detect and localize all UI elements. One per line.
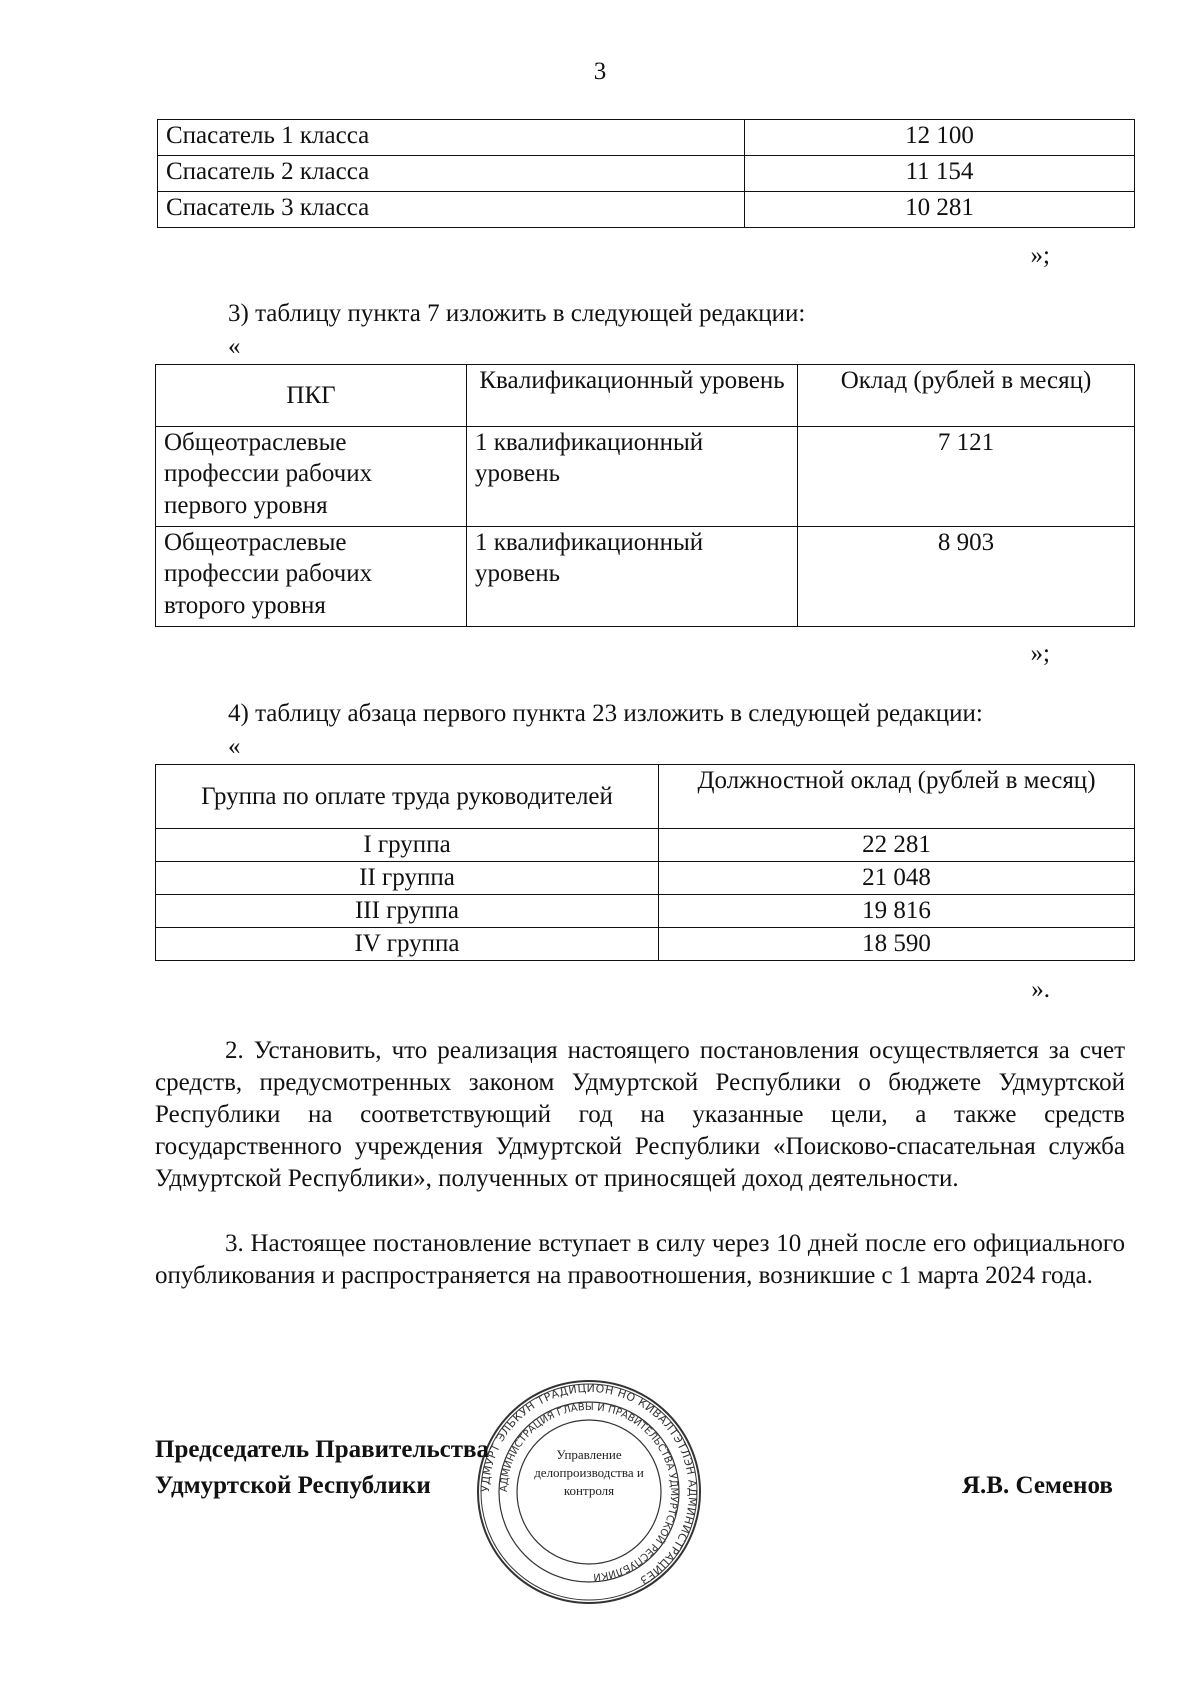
signatory-title-line-2: Удмуртской Республики	[155, 1472, 431, 1499]
header-pkg: ПКГ	[156, 365, 467, 427]
header-salary: Оклад (рублей в месяц)	[798, 365, 1135, 427]
group-name: I группа	[156, 829, 659, 862]
group-name: II группа	[156, 862, 659, 895]
table-row	[156, 895, 1135, 928]
paragraph-3: 3. Настоящее постановление вступает в силу через 10 дней после его официального опубликования и распространяется на правоотношения, возникшие с 1 марта 2024 года.	[155, 1230, 1125, 1289]
item3-intro: 3) таблицу пункта 7 изложить в следующей редакции:	[228, 300, 806, 327]
table-row	[158, 192, 1135, 228]
signatory-name: Я.В. Семенов	[962, 1472, 1113, 1499]
salary-value: 18 590	[659, 928, 1135, 961]
signatory-title	[155, 1432, 489, 1504]
pkg-name: Общеотраслевые профессии рабочих второго уровня	[156, 527, 467, 627]
seal-inner-text: АДМИНИСТРАЦИЯ ГЛАВЫ И ПРАВИТЕЛЬСТВА УДМУРТСКОЙ РЕСПУБЛИКИ	[498, 1401, 680, 1582]
salary-value: 19 816	[659, 895, 1135, 928]
pkg-name: Общеотраслевые профессии рабочих первого уровня	[156, 427, 467, 527]
salary-value: 7 121	[798, 427, 1135, 527]
paragraph-2: 2. Установить, что реализация настоящего постановления осуществляется за счет средств, предусмотренных законом Удмуртской Республики о бюджете Удмуртской Республики на соответствующий год на указанные цели, а также средств государственного учреждения Удмуртской Республики «Поисково-спасательная служба Удмуртской Республики», полученных от приносящей доход деятельности.	[155, 1037, 1125, 1192]
closing-quote: »;	[1030, 242, 1050, 269]
table-row	[158, 120, 1135, 156]
closing-quote: »;	[1030, 640, 1050, 667]
qualification-level: 1 квалификационный уровень	[467, 527, 798, 627]
header-salary: Должностной оклад (рублей в месяц)	[659, 765, 1135, 829]
table-row	[158, 156, 1135, 192]
salary-value: 21 048	[659, 862, 1135, 895]
opening-quote: «	[228, 333, 241, 360]
table-row	[156, 862, 1135, 895]
seal-outer-text: УДМУРТ ЭЛЬКУН ТРАДИЦИОН НО КИВАЛТЭТЛЭН АДМИНИСТРАЦИЕЗ	[478, 1381, 700, 1588]
rescuer-salary-table	[157, 119, 1135, 228]
table-row	[156, 829, 1135, 862]
rescuer-name: Спасатель 2 класса	[158, 156, 745, 192]
pkg-salary-table	[155, 364, 1135, 627]
item4-intro: 4) таблицу абзаца первого пункта 23 изложить в следующей редакции:	[228, 700, 983, 727]
group-name: III группа	[156, 895, 659, 928]
qualification-level: 1 квалификационный уровень	[467, 427, 798, 527]
rescuer-salary: 12 100	[745, 120, 1135, 156]
rescuer-name: Спасатель 3 класса	[158, 192, 745, 228]
closing-quote: ».	[1031, 976, 1050, 1003]
table-row	[156, 527, 1135, 627]
table-header-row	[156, 365, 1135, 427]
header-level: Квалификационный уровень	[467, 365, 798, 427]
seal-center-text: Управление делопроизводства и контроля	[534, 1447, 644, 1498]
table-row	[156, 427, 1135, 527]
signatory-title-line-1: Председатель Правительства	[155, 1436, 490, 1463]
table-row	[156, 928, 1135, 961]
salary-value: 22 281	[659, 829, 1135, 862]
rescuer-salary: 10 281	[745, 192, 1135, 228]
table-header-row	[156, 765, 1135, 829]
rescuer-name: Спасатель 1 класса	[158, 120, 745, 156]
manager-group-salary-table	[155, 764, 1135, 961]
opening-quote: «	[228, 733, 241, 760]
salary-value: 8 903	[798, 527, 1135, 627]
page-number: 3	[593, 58, 607, 85]
rescuer-salary: 11 154	[745, 156, 1135, 192]
header-group: Группа по оплате труда руководителей	[156, 765, 659, 829]
group-name: IV группа	[156, 928, 659, 961]
